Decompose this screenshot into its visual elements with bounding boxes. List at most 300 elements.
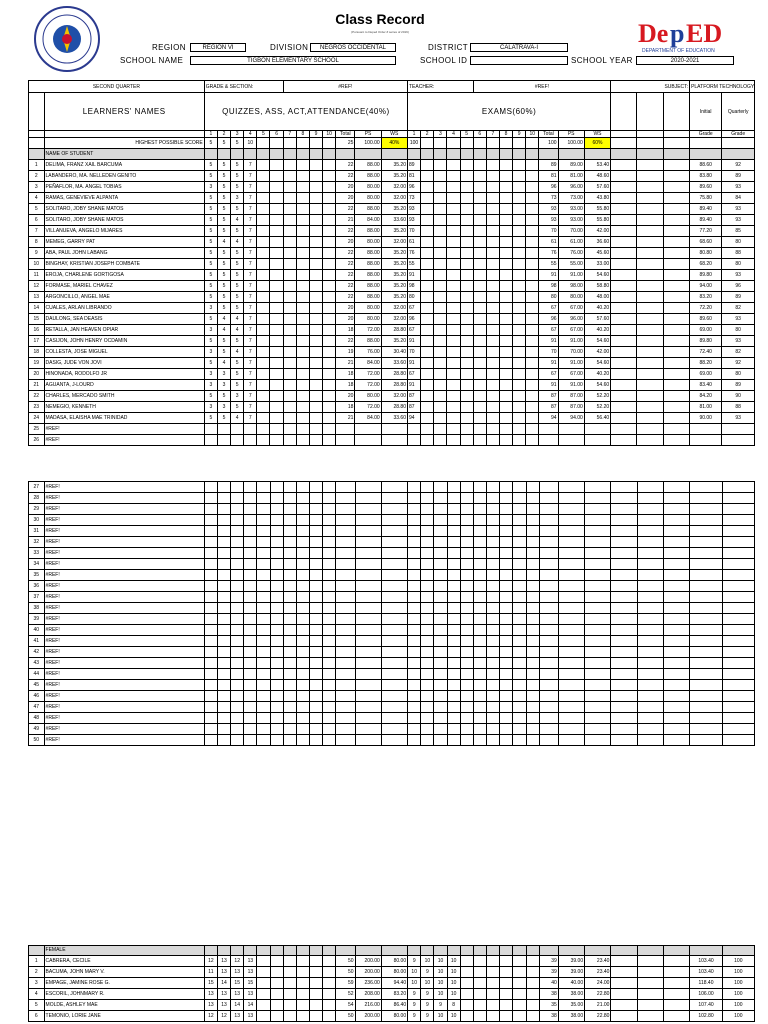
exam-score[interactable]: [486, 303, 499, 314]
exam-score[interactable]: [421, 281, 434, 292]
quiz-score[interactable]: 5: [231, 171, 244, 182]
quiz-score[interactable]: 5: [204, 281, 217, 292]
exam-score[interactable]: [460, 204, 473, 215]
student-name[interactable]: ABA, PAUL JOHN LABANG: [44, 248, 204, 259]
exam-score[interactable]: [421, 171, 434, 182]
exam-score[interactable]: [526, 314, 539, 325]
exam-score[interactable]: [486, 215, 499, 226]
exam-score[interactable]: [460, 259, 473, 270]
grade-section-value[interactable]: #REF!: [283, 81, 407, 93]
exam-score[interactable]: [421, 424, 434, 435]
quiz-score[interactable]: [309, 369, 322, 380]
exam-score[interactable]: [447, 325, 460, 336]
exam-score[interactable]: [460, 248, 473, 259]
exam-score[interactable]: [460, 347, 473, 358]
exam-score[interactable]: [513, 435, 526, 446]
exam-score[interactable]: 9: [421, 967, 434, 978]
quiz-score[interactable]: 5: [204, 358, 217, 369]
quiz-score[interactable]: [323, 978, 336, 989]
quiz-score[interactable]: 4: [231, 347, 244, 358]
exam-score[interactable]: [473, 259, 486, 270]
quiz-score[interactable]: [296, 956, 309, 967]
quiz-score[interactable]: 14: [217, 978, 230, 989]
quiz-score[interactable]: [257, 171, 270, 182]
quiz-score[interactable]: 5: [217, 215, 230, 226]
quiz-score[interactable]: [323, 182, 336, 193]
exam-score[interactable]: [499, 237, 512, 248]
quiz-score[interactable]: 5: [204, 171, 217, 182]
exam-score[interactable]: [434, 248, 447, 259]
exam-score[interactable]: [473, 413, 486, 424]
quiz-score[interactable]: 5: [217, 270, 230, 281]
exam-score[interactable]: 98: [407, 281, 420, 292]
exam-score[interactable]: [473, 1011, 486, 1022]
exam-score[interactable]: 87: [407, 391, 420, 402]
quiz-score[interactable]: [310, 967, 323, 978]
exam-score[interactable]: [473, 402, 486, 413]
quiz-score[interactable]: 7: [244, 193, 257, 204]
quiz-score[interactable]: [257, 424, 270, 435]
exam-score[interactable]: [486, 226, 499, 237]
exam-score[interactable]: [421, 182, 434, 193]
exam-score[interactable]: [460, 193, 473, 204]
exam-score[interactable]: [447, 314, 460, 325]
student-name[interactable]: SOLITARO, JOBY SHANE MATOS: [44, 215, 204, 226]
exam-score[interactable]: [513, 259, 526, 270]
quiz-score[interactable]: 5: [231, 380, 244, 391]
exam-score[interactable]: [486, 435, 499, 446]
exam-score[interactable]: 10: [447, 1011, 460, 1022]
quiz-score[interactable]: [257, 204, 270, 215]
exam-score[interactable]: [526, 237, 539, 248]
exam-score[interactable]: 10: [421, 956, 434, 967]
quiz-score[interactable]: [309, 424, 322, 435]
exam-score[interactable]: [447, 281, 460, 292]
quiz-score[interactable]: 4: [217, 358, 230, 369]
quiz-score[interactable]: [283, 237, 296, 248]
quiz-score[interactable]: [270, 435, 283, 446]
quiz-score[interactable]: [309, 402, 322, 413]
exam-score[interactable]: [447, 259, 460, 270]
quiz-score[interactable]: [283, 369, 296, 380]
quiz-score[interactable]: [257, 226, 270, 237]
exam-score[interactable]: [473, 336, 486, 347]
exam-score[interactable]: 67: [407, 369, 420, 380]
quiz-score[interactable]: [283, 171, 296, 182]
quiz-score[interactable]: [283, 956, 296, 967]
student-name[interactable]: NEMEGIO, KENNETH: [44, 402, 204, 413]
quiz-score[interactable]: [283, 248, 296, 259]
exam-score[interactable]: [473, 160, 486, 171]
exam-score[interactable]: [473, 369, 486, 380]
quiz-score[interactable]: [257, 259, 270, 270]
exam-score[interactable]: [473, 281, 486, 292]
quiz-score[interactable]: 3: [231, 391, 244, 402]
quiz-score[interactable]: 13: [217, 1000, 230, 1011]
exam-score[interactable]: [447, 413, 460, 424]
exam-score[interactable]: [434, 215, 447, 226]
quiz-score[interactable]: [323, 413, 336, 424]
school-id-field[interactable]: [470, 56, 568, 65]
exam-score[interactable]: [434, 259, 447, 270]
exam-score[interactable]: [486, 281, 499, 292]
exam-score[interactable]: [460, 160, 473, 171]
quiz-score[interactable]: 15: [204, 978, 217, 989]
exam-score[interactable]: 9: [408, 989, 421, 1000]
exam-score[interactable]: [421, 358, 434, 369]
exam-score[interactable]: [487, 1000, 500, 1011]
quiz-score[interactable]: [270, 1011, 283, 1022]
quiz-score[interactable]: 3: [204, 347, 217, 358]
exam-score[interactable]: 91: [407, 358, 420, 369]
quiz-score[interactable]: [270, 402, 283, 413]
quiz-score[interactable]: [323, 226, 336, 237]
exam-score[interactable]: [513, 314, 526, 325]
student-name[interactable]: COLLESTA, JOSE MIGUEL: [44, 347, 204, 358]
exam-score[interactable]: [513, 989, 526, 1000]
quiz-score[interactable]: [283, 391, 296, 402]
quiz-score[interactable]: [296, 380, 309, 391]
exam-score[interactable]: [486, 424, 499, 435]
quiz-score[interactable]: [283, 435, 296, 446]
exam-score[interactable]: [473, 182, 486, 193]
quiz-score[interactable]: [323, 967, 336, 978]
quiz-score[interactable]: 5: [217, 336, 230, 347]
quiz-score[interactable]: 4: [231, 314, 244, 325]
quiz-score[interactable]: 7: [244, 215, 257, 226]
exam-score[interactable]: [434, 160, 447, 171]
exam-score[interactable]: [447, 171, 460, 182]
quiz-score[interactable]: [309, 270, 322, 281]
exam-score[interactable]: [526, 424, 539, 435]
quiz-score[interactable]: 12: [204, 1011, 217, 1022]
quiz-score[interactable]: [309, 292, 322, 303]
quiz-score[interactable]: [323, 435, 336, 446]
exam-score[interactable]: [526, 347, 539, 358]
exam-score[interactable]: [499, 314, 512, 325]
exam-score[interactable]: [434, 413, 447, 424]
exam-score[interactable]: [460, 413, 473, 424]
exam-score[interactable]: 10: [434, 989, 447, 1000]
quiz-score[interactable]: [323, 160, 336, 171]
exam-score[interactable]: [486, 171, 499, 182]
student-name[interactable]: ARGONCILLO, ANGEL MAE: [44, 292, 204, 303]
quiz-score[interactable]: [204, 424, 217, 435]
exam-score[interactable]: [500, 989, 513, 1000]
exam-score[interactable]: [513, 204, 526, 215]
exam-score[interactable]: [460, 358, 473, 369]
exam-score[interactable]: [526, 956, 539, 967]
quiz-score[interactable]: 5: [204, 215, 217, 226]
exam-score[interactable]: [500, 1011, 513, 1022]
exam-score[interactable]: [460, 270, 473, 281]
exam-score[interactable]: [486, 314, 499, 325]
exam-score[interactable]: [526, 1011, 539, 1022]
exam-score[interactable]: [460, 171, 473, 182]
quiz-score[interactable]: [270, 270, 283, 281]
quiz-score[interactable]: [323, 270, 336, 281]
exam-score[interactable]: 9: [421, 989, 434, 1000]
quiz-score[interactable]: [231, 435, 244, 446]
quiz-score[interactable]: 13: [244, 956, 257, 967]
exam-score[interactable]: 10: [447, 956, 460, 967]
exam-score[interactable]: [421, 336, 434, 347]
quiz-score[interactable]: [270, 160, 283, 171]
exam-score[interactable]: [499, 204, 512, 215]
quiz-score[interactable]: [283, 215, 296, 226]
exam-score[interactable]: [487, 1011, 500, 1022]
quiz-score[interactable]: [270, 336, 283, 347]
quiz-score[interactable]: 5: [204, 248, 217, 259]
exam-score[interactable]: [447, 347, 460, 358]
student-name[interactable]: PEÑAFLOR, MA. ANGEL TOBIAS: [44, 182, 204, 193]
exam-score[interactable]: [499, 259, 512, 270]
exam-score[interactable]: 81: [407, 171, 420, 182]
exam-score[interactable]: [434, 193, 447, 204]
quiz-score[interactable]: [309, 248, 322, 259]
exam-score[interactable]: [526, 325, 539, 336]
student-name[interactable]: #REF!: [44, 482, 204, 493]
exam-score[interactable]: [434, 281, 447, 292]
exam-score[interactable]: [526, 967, 539, 978]
quiz-score[interactable]: [323, 989, 336, 1000]
exam-score[interactable]: [499, 281, 512, 292]
exam-score[interactable]: [499, 336, 512, 347]
exam-score[interactable]: [434, 204, 447, 215]
student-name[interactable]: DAULONG, SEA DEASIS: [44, 314, 204, 325]
exam-score[interactable]: 91: [407, 336, 420, 347]
quiz-score[interactable]: 5: [204, 391, 217, 402]
quiz-score[interactable]: 5: [204, 160, 217, 171]
quiz-score[interactable]: [296, 259, 309, 270]
student-name[interactable]: #REF!: [44, 526, 204, 537]
student-name[interactable]: CABRERA, CECILE: [44, 956, 204, 967]
quiz-score[interactable]: [283, 281, 296, 292]
teacher-value[interactable]: #REF!: [473, 81, 610, 93]
exam-score[interactable]: [499, 160, 512, 171]
exam-score[interactable]: [473, 292, 486, 303]
student-name[interactable]: #REF!: [44, 493, 204, 504]
exam-score[interactable]: [486, 248, 499, 259]
exam-score[interactable]: [486, 270, 499, 281]
quiz-score[interactable]: [270, 204, 283, 215]
quiz-score[interactable]: 5: [217, 204, 230, 215]
student-name[interactable]: BACUMA, JOHN MARY V.: [44, 967, 204, 978]
quiz-score[interactable]: [296, 1000, 309, 1011]
quiz-score[interactable]: [323, 204, 336, 215]
quiz-score[interactable]: 13: [204, 989, 217, 1000]
exam-score[interactable]: [460, 956, 473, 967]
quiz-score[interactable]: 4: [217, 325, 230, 336]
exam-score[interactable]: [499, 270, 512, 281]
exam-score[interactable]: [447, 226, 460, 237]
exam-score[interactable]: [434, 336, 447, 347]
exam-score[interactable]: 91: [407, 380, 420, 391]
quiz-score[interactable]: 7: [244, 160, 257, 171]
quiz-score[interactable]: [296, 424, 309, 435]
exam-score[interactable]: [434, 347, 447, 358]
exam-score[interactable]: [434, 303, 447, 314]
exam-score[interactable]: [421, 248, 434, 259]
quiz-score[interactable]: 13: [217, 956, 230, 967]
quiz-score[interactable]: 5: [204, 237, 217, 248]
quiz-score[interactable]: [323, 193, 336, 204]
quiz-score[interactable]: [323, 325, 336, 336]
exam-score[interactable]: 70: [407, 347, 420, 358]
exam-score[interactable]: [447, 248, 460, 259]
exam-score[interactable]: [421, 226, 434, 237]
exam-score[interactable]: [421, 413, 434, 424]
quiz-score[interactable]: 7: [244, 325, 257, 336]
exam-score[interactable]: [447, 193, 460, 204]
quiz-score[interactable]: 5: [204, 336, 217, 347]
quiz-score[interactable]: [257, 413, 270, 424]
quiz-score[interactable]: [270, 292, 283, 303]
exam-score[interactable]: [513, 325, 526, 336]
quiz-score[interactable]: [257, 160, 270, 171]
student-name[interactable]: DASIG, JUDE VON JOVI: [44, 358, 204, 369]
quiz-score[interactable]: [283, 413, 296, 424]
quiz-score[interactable]: 7: [244, 226, 257, 237]
quiz-score[interactable]: [270, 171, 283, 182]
quiz-score[interactable]: 7: [244, 292, 257, 303]
exam-score[interactable]: [486, 380, 499, 391]
quiz-score[interactable]: 13: [217, 967, 230, 978]
quiz-score[interactable]: 3: [204, 402, 217, 413]
student-name[interactable]: #REF!: [44, 735, 204, 746]
exam-score[interactable]: 89: [407, 160, 420, 171]
quiz-score[interactable]: [309, 358, 322, 369]
quiz-score[interactable]: 14: [244, 1000, 257, 1011]
student-name[interactable]: #REF!: [44, 559, 204, 570]
exam-score[interactable]: [526, 281, 539, 292]
quiz-score[interactable]: [309, 413, 322, 424]
student-name[interactable]: #REF!: [44, 658, 204, 669]
quiz-score[interactable]: 5: [217, 303, 230, 314]
exam-score[interactable]: [460, 314, 473, 325]
exam-score[interactable]: [486, 237, 499, 248]
exam-score[interactable]: 10: [434, 956, 447, 967]
exam-score[interactable]: 10: [421, 978, 434, 989]
student-name[interactable]: RAMAS, GENEVIEVE ALPANTA: [44, 193, 204, 204]
quiz-score[interactable]: [309, 314, 322, 325]
exam-score[interactable]: [526, 369, 539, 380]
quiz-score[interactable]: 5: [231, 259, 244, 270]
exam-score[interactable]: 8: [447, 1000, 460, 1011]
quiz-score[interactable]: [204, 435, 217, 446]
quiz-score[interactable]: [296, 435, 309, 446]
exam-score[interactable]: [434, 237, 447, 248]
exam-score[interactable]: [421, 193, 434, 204]
exam-score[interactable]: [526, 391, 539, 402]
quiz-score[interactable]: [270, 369, 283, 380]
exam-score[interactable]: [526, 193, 539, 204]
student-name[interactable]: CUALES, ARLAN LIBRANDO: [44, 303, 204, 314]
exam-score[interactable]: [499, 424, 512, 435]
exam-score[interactable]: [447, 402, 460, 413]
exam-score[interactable]: [421, 347, 434, 358]
exam-score[interactable]: 67: [407, 303, 420, 314]
exam-score[interactable]: [487, 967, 500, 978]
quiz-score[interactable]: [323, 391, 336, 402]
quiz-score[interactable]: [283, 989, 296, 1000]
exam-score[interactable]: [460, 424, 473, 435]
student-name[interactable]: VILLANUEVA, ANGELO MIJARES: [44, 226, 204, 237]
student-name[interactable]: #REF!: [44, 702, 204, 713]
quiz-score[interactable]: [296, 270, 309, 281]
quiz-score[interactable]: 7: [244, 369, 257, 380]
quiz-score[interactable]: [323, 1011, 336, 1022]
quiz-score[interactable]: [283, 1000, 296, 1011]
quiz-score[interactable]: 5: [217, 193, 230, 204]
student-name[interactable]: MADASA, ELAISHA MAE TRINIDAD: [44, 413, 204, 424]
quiz-score[interactable]: [257, 325, 270, 336]
quiz-score[interactable]: [296, 193, 309, 204]
student-name[interactable]: #REF!: [44, 669, 204, 680]
district-field[interactable]: CALATRAVA-I: [470, 43, 568, 52]
exam-score[interactable]: [513, 171, 526, 182]
quiz-score[interactable]: [323, 380, 336, 391]
quiz-score[interactable]: [283, 967, 296, 978]
exam-score[interactable]: [526, 336, 539, 347]
exam-score[interactable]: 10: [447, 978, 460, 989]
quiz-score[interactable]: 5: [204, 193, 217, 204]
exam-score[interactable]: 10: [447, 989, 460, 1000]
exam-score[interactable]: [407, 435, 420, 446]
quiz-score[interactable]: [309, 281, 322, 292]
quiz-score[interactable]: [270, 347, 283, 358]
quiz-score[interactable]: [270, 978, 283, 989]
exam-score[interactable]: [526, 989, 539, 1000]
quiz-score[interactable]: [283, 314, 296, 325]
quiz-score[interactable]: 3: [217, 369, 230, 380]
exam-score[interactable]: [473, 226, 486, 237]
quiz-score[interactable]: [283, 303, 296, 314]
exam-score[interactable]: 10: [434, 1011, 447, 1022]
quiz-score[interactable]: 5: [231, 358, 244, 369]
quiz-score[interactable]: [296, 171, 309, 182]
quiz-score[interactable]: 7: [244, 391, 257, 402]
quiz-score[interactable]: [296, 1011, 309, 1022]
exam-score[interactable]: [421, 270, 434, 281]
exam-score[interactable]: [473, 967, 486, 978]
student-name[interactable]: #REF!: [44, 691, 204, 702]
quiz-score[interactable]: 5: [217, 259, 230, 270]
quiz-score[interactable]: [283, 978, 296, 989]
exam-score[interactable]: 96: [407, 182, 420, 193]
exam-score[interactable]: [499, 325, 512, 336]
exam-score[interactable]: [407, 424, 420, 435]
student-name[interactable]: #REF!: [44, 435, 204, 446]
exam-score[interactable]: [434, 380, 447, 391]
quiz-score[interactable]: 5: [231, 226, 244, 237]
student-name[interactable]: AGUANTA, J-LOURD: [44, 380, 204, 391]
exam-score[interactable]: [447, 303, 460, 314]
exam-score[interactable]: 73: [407, 193, 420, 204]
exam-score[interactable]: [460, 215, 473, 226]
quiz-score[interactable]: [270, 325, 283, 336]
quiz-score[interactable]: [257, 303, 270, 314]
exam-score[interactable]: [473, 171, 486, 182]
quiz-score[interactable]: [309, 259, 322, 270]
exam-score[interactable]: [447, 270, 460, 281]
quiz-score[interactable]: 5: [231, 248, 244, 259]
exam-score[interactable]: [460, 1011, 473, 1022]
student-name[interactable]: #REF!: [44, 504, 204, 515]
quiz-score[interactable]: 7: [244, 248, 257, 259]
quiz-score[interactable]: [323, 956, 336, 967]
exam-score[interactable]: [513, 369, 526, 380]
